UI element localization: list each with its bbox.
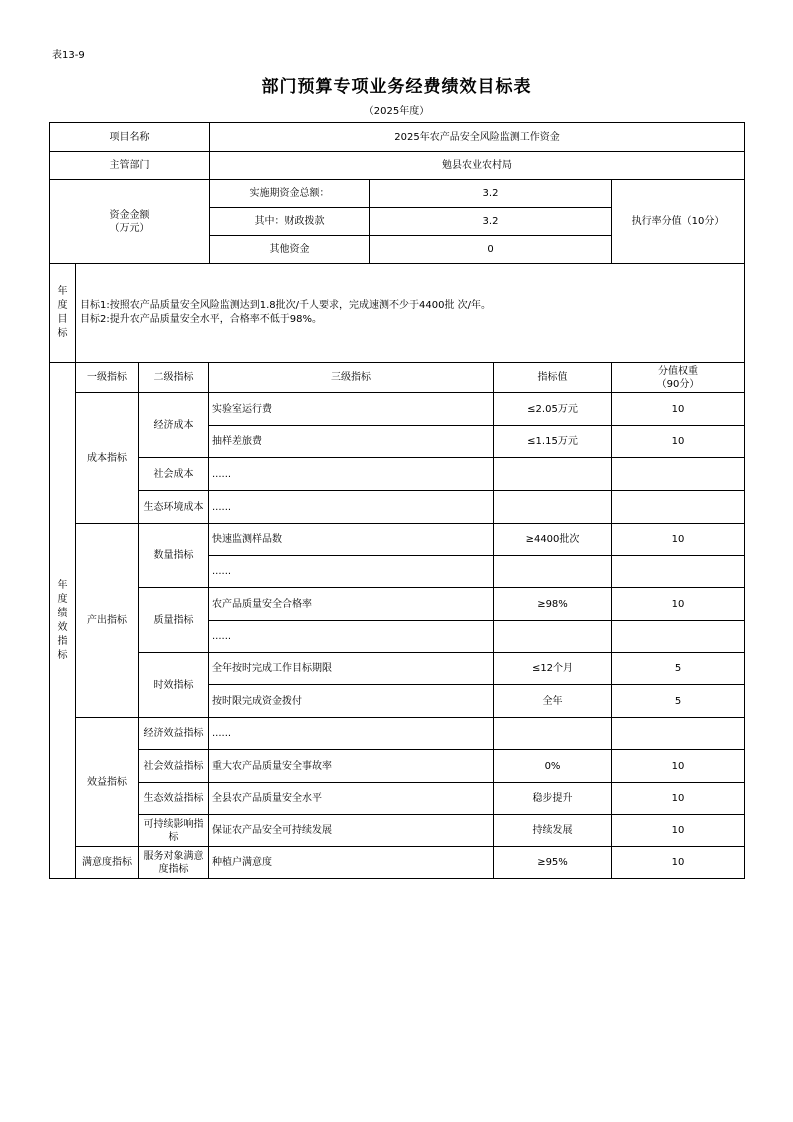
weight-cell: 10 <box>612 588 745 621</box>
level3-cell: 全年按时完成工作目标期限 <box>209 653 494 685</box>
project-name-row <box>50 123 745 152</box>
level3-cell: 保证农产品安全可持续发展 <box>209 815 494 847</box>
sub-eco-benefit: 生态效益指标 <box>139 783 209 815</box>
value-cell <box>494 556 612 588</box>
value-cell: 全年 <box>494 685 612 718</box>
weight-cell <box>612 458 745 491</box>
weight-cell: 10 <box>612 426 745 458</box>
value-cell: ≤2.05万元 <box>494 393 612 426</box>
value-cell: ≤12个月 <box>494 653 612 685</box>
table-row <box>50 458 745 491</box>
value-cell <box>494 491 612 524</box>
weight-cell <box>612 621 745 653</box>
table-row <box>50 524 745 556</box>
group-output: 产出指标 <box>76 524 139 718</box>
department-value: 勉县农业农村局 <box>210 152 745 180</box>
header-level3: 三级指标 <box>209 363 494 393</box>
project-name-value: 2025年农产品安全风险监测工作资金 <box>210 123 745 152</box>
value-cell <box>494 458 612 491</box>
value-cell: ≥4400批次 <box>494 524 612 556</box>
department-row <box>50 152 745 180</box>
value-cell <box>494 621 612 653</box>
sub-social-benefit: 社会效益指标 <box>139 750 209 783</box>
project-name-label: 项目名称 <box>50 123 210 152</box>
level3-cell: ...... <box>209 458 494 491</box>
value-cell: 持续发展 <box>494 815 612 847</box>
level3-cell: 全县农产品质量安全水平 <box>209 783 494 815</box>
weight-cell: 10 <box>612 847 745 879</box>
fund-other-value: 0 <box>370 236 612 264</box>
fund-other-label: 其他资金 <box>210 236 370 264</box>
group-satisfaction: 满意度指标 <box>76 847 139 879</box>
sub-service-satisfaction: 服务对象满意度指标 <box>139 847 209 879</box>
fund-total-value: 3.2 <box>370 180 612 208</box>
sub-eco-cost: 生态环境成本 <box>139 491 209 524</box>
level3-cell: 抽样差旅费 <box>209 426 494 458</box>
table-row <box>50 718 745 750</box>
value-cell: ≤1.15万元 <box>494 426 612 458</box>
sub-timeliness: 时效指标 <box>139 653 209 718</box>
level3-cell: 农产品质量安全合格率 <box>209 588 494 621</box>
sub-quantity: 数量指标 <box>139 524 209 588</box>
table-number: 表13-9 <box>52 50 85 61</box>
value-cell: ≥98% <box>494 588 612 621</box>
weight-cell: 10 <box>612 783 745 815</box>
table-row <box>50 783 745 815</box>
value-cell <box>494 718 612 750</box>
table-row <box>50 653 745 685</box>
weight-cell: 5 <box>612 653 745 685</box>
weight-cell <box>612 718 745 750</box>
level3-cell: 按时限完成资金拨付 <box>209 685 494 718</box>
header-value: 指标值 <box>494 363 612 393</box>
level3-cell: ...... <box>209 491 494 524</box>
weight-cell <box>612 556 745 588</box>
value-cell: 0% <box>494 750 612 783</box>
fund-amount-label: 资金金额 （万元） <box>50 180 210 264</box>
fund-fiscal-value: 3.2 <box>370 208 612 236</box>
annual-goals-text: 目标1:按照农产品质量安全风险监测达到1.8批次/千人要求，完成速测不少于4400批 次/年。 目标2:提升农产品质量安全水平，合格率不低于98%。 <box>76 264 745 363</box>
sub-economic-benefit: 经济效益指标 <box>139 718 209 750</box>
fund-fiscal-label: 其中：财政拨款 <box>210 208 370 236</box>
level3-cell: 重大农产品质量安全事故率 <box>209 750 494 783</box>
table-row <box>50 750 745 783</box>
indicator-header-row <box>50 363 745 393</box>
level3-cell: ...... <box>209 556 494 588</box>
level3-cell: ...... <box>209 621 494 653</box>
sub-sustain: 可持续影响指标 <box>139 815 209 847</box>
weight-cell <box>612 491 745 524</box>
table-row <box>50 491 745 524</box>
performance-indicators-label: 年 度 绩 效 指 标 <box>50 363 76 879</box>
header-level2: 二级指标 <box>139 363 209 393</box>
level3-cell: 种植户满意度 <box>209 847 494 879</box>
department-label: 主管部门 <box>50 152 210 180</box>
execution-rate-label: 执行率分值（10分） <box>612 180 745 264</box>
sub-social-cost: 社会成本 <box>139 458 209 491</box>
sub-economic-cost: 经济成本 <box>139 393 209 458</box>
table-row <box>50 393 745 426</box>
table-row <box>50 847 745 879</box>
group-cost: 成本指标 <box>76 393 139 524</box>
header-weight: 分值权重 （90分） <box>612 363 745 393</box>
level3-cell: 快速监测样品数 <box>209 524 494 556</box>
weight-cell: 5 <box>612 685 745 718</box>
annual-goals-table <box>49 263 745 363</box>
project-info-table <box>49 122 745 264</box>
group-benefit: 效益指标 <box>76 718 139 847</box>
page-title: 部门预算专项业务经费绩效目标表 <box>261 77 532 97</box>
budget-year: （2025年度） <box>363 106 430 117</box>
fund-total-label: 实施期资金总额： <box>210 180 370 208</box>
value-cell: 稳步提升 <box>494 783 612 815</box>
table-row <box>50 588 745 621</box>
fund-total-row <box>50 180 745 208</box>
level3-cell: 实验室运行费 <box>209 393 494 426</box>
weight-cell: 10 <box>612 750 745 783</box>
weight-cell: 10 <box>612 815 745 847</box>
weight-cell: 10 <box>612 393 745 426</box>
performance-indicators-table <box>49 362 745 879</box>
sub-quality: 质量指标 <box>139 588 209 653</box>
weight-cell: 10 <box>612 524 745 556</box>
annual-goals-label: 年 度 目 标 <box>50 264 76 363</box>
value-cell: ≥95% <box>494 847 612 879</box>
table-row <box>50 815 745 847</box>
level3-cell: ...... <box>209 718 494 750</box>
header-level1: 一级指标 <box>76 363 139 393</box>
annual-goals-row <box>50 264 745 363</box>
